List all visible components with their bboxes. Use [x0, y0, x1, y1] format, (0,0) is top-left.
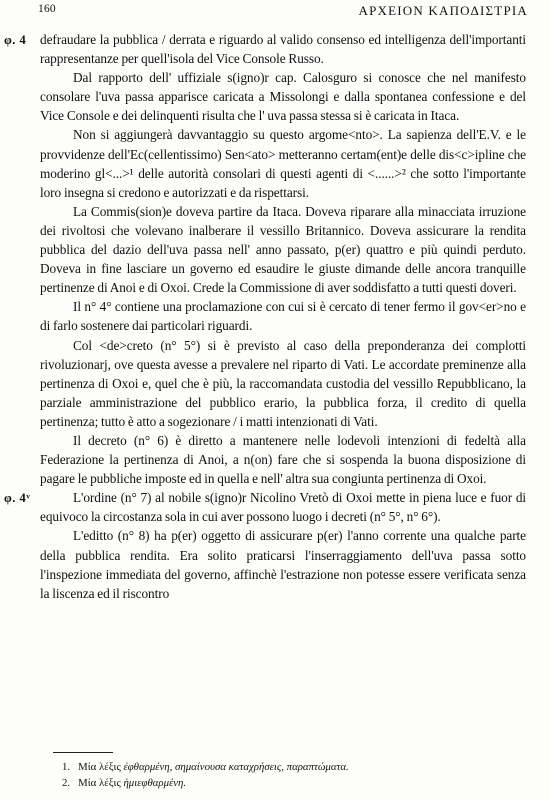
footnote-lead: Μία λέξις	[78, 776, 121, 789]
paragraph: La Commis(sion)e doveva partire da Itaca. Doveva riparare alla minacciata irruzione dei rivoltosi che volevano inalberare il vessillo Britannico. Doveva assicurare la rendita pubblica del dazio dell'uva passa nell' anno passato, p(er) quattro e più quindi perduto. Doveva in fine lasciare un governo ed esaudire le giuste dimande delle ancora tranquille pertinenze di Anoi e di Oxoi. Crede la Commissione di aver soddisfatto a tutti questi doveri.	[40, 203, 526, 296]
running-head: ΑΡΧΕΙΟΝ ΚΑΠΟΔΙΣΤΡΙΑ	[358, 3, 528, 18]
footnote-number: 2.	[62, 776, 71, 789]
paragraph: Il decreto (n° 6) è diretto a mantenere nelle lodevoli intenzioni di fedeltà alla Federazione la pertinenza di Anoi, a n(on) fare che si sospenda la buona disposizione di pagare le pubbliche imposte ed in quella e nell' altra sua congiunta pertinenza di Oxoi.	[40, 432, 526, 487]
paragraph: L'ordine (n° 7) al nobile s(igno)r Nicolino Vretò di Oxoi mette in piena luce e fuor di equivoco la circostanza sola in cui aver possono luogo i decreti (n° 5°, n° 6°).	[40, 490, 526, 525]
footnote-lead: Μία λέξις	[78, 761, 121, 773]
footnote-number: 1.	[62, 761, 71, 773]
paragraph: Non si aggiungerà davvantaggio su questo argome<nto>. La sapienza dell'E.V. e le provvidenze dell'Ec(cellentissimo) Sen<ato> metteranno certam(ent)e delle dis<c>ipline che moderino gl<...>¹ delle autorità consolari di questi agenti di <......>² che sotto l'importante loro insegna si credono e autorizzati e da rispettarsi.	[40, 127, 526, 200]
paragraph: L'editto (n° 8) ha p(er) oggetto di assicurare p(er) l'anno corrente una qualche parte della pubblica rendita. Era solito praticarsi l'inserraggiamento dell'uva passa sotto l'inspezione immediata del governo, affinchè l'estrazione non potesse essere verificata senza la liscenza ed il riscontro	[40, 528, 526, 601]
margin-folio-4: φ. 4	[4, 33, 27, 47]
paragraph: Col <de>creto (n° 5°) si è previsto al caso della preponderanza dei complotti rivoluzionarj, ove questa avesse a prevalere nel riparto di Vati. Le accordate preminenze alla pertinenza di Oxoi e, quel che è più, la raccomandata custodia del vessillo Repubblicano, la parziale amministrazione del pubblico erario, la pubblica forza, il credito di quella pertinenza; tutto è atto a sogezionare / i matti intenzionati di Vati.	[40, 337, 526, 429]
paragraph: defraudare la pubblica / derrata e riguardo al valido consenso ed intelligenza dell'importanti rappresentanze per quell'isola del Vice Console Russo.	[40, 32, 526, 67]
page-number: 160	[38, 3, 56, 15]
margin-folio-4v: φ. 4ᵛ	[4, 491, 31, 505]
paragraph: Il n° 4° contiene una proclamazione con cui si è cercato di tener fermo il gov<er>no e di farlo sostenere dai particolari riguardi.	[40, 299, 526, 334]
body-text	[40, 30, 526, 603]
footnotes	[62, 760, 532, 791]
paragraph: Dal rapporto dell' uffiziale s(igno)r cap. Calosguro si conosce che nel manifesto consolare l'uva passa apparisce caricata a Missolongi e dalla spontanea confessione e del Vice Console e dei delinquenti risulta che l' uva passa stessa si è caricata in Itaca.	[40, 70, 526, 124]
footnote-text: ἐφθαρμένη, σημαίνουσα καταχρήσεις, παραπτώματα.	[123, 761, 349, 773]
footnote	[62, 760, 532, 776]
footnote-text: ἡμιεφθαρμένη.	[123, 776, 187, 789]
footnote-rule	[53, 752, 113, 753]
footnote	[62, 776, 532, 792]
